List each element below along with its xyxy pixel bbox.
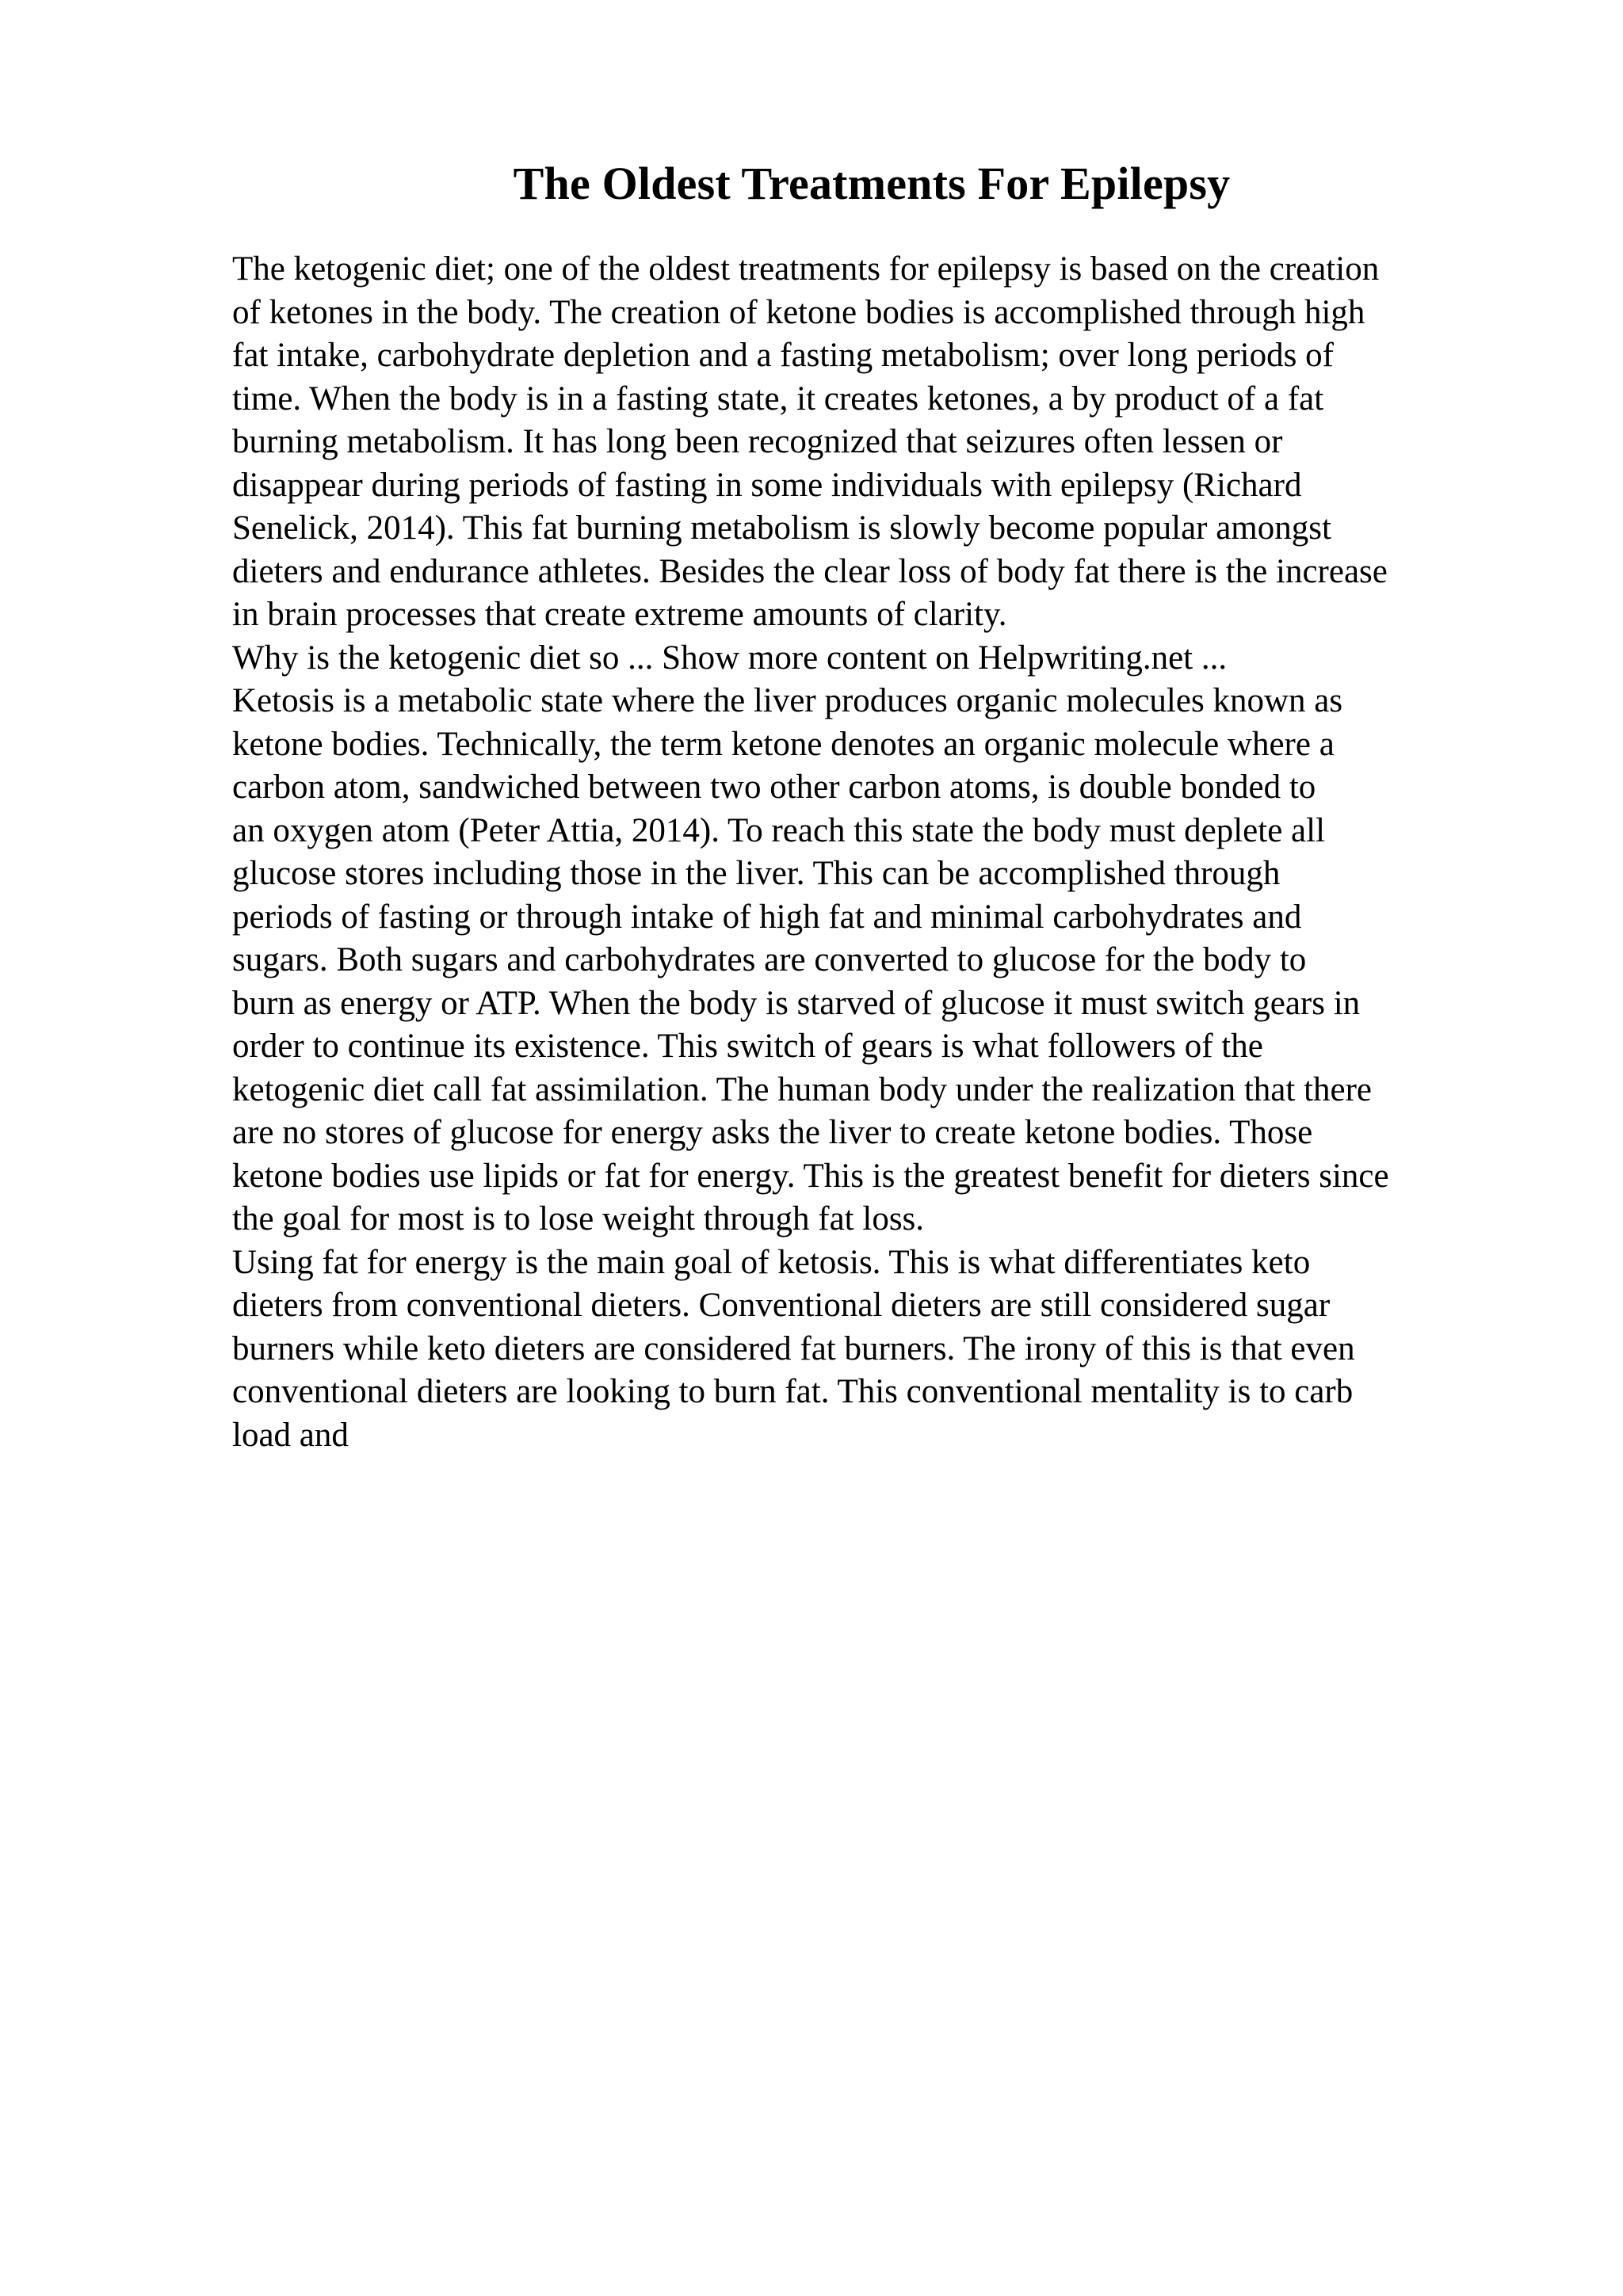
body-text-line: periods of fasting or through intake of high fat and minimal carbohydrates and [232, 898, 1302, 936]
body-text-line: Using fat for energy is the main goal of ketosis. This is what differentiates keto [232, 1243, 1311, 1281]
page-title: The Oldest Treatments For Epilepsy [513, 158, 1231, 209]
body-text-line: dieters and endurance athletes. Besides the clear loss of body fat there is the increase [232, 552, 1388, 590]
body-text-line: Senelick, 2014). This fat burning metabolism is slowly become popular amongst [232, 509, 1331, 547]
body-text-line: fat intake, carbohydrate depletion and a fasting metabolism; over long periods of [232, 337, 1334, 374]
body-text-line: time. When the body is in a fasting state, it creates ketones, a by product of a fat [232, 379, 1324, 418]
body-text-line: ketone bodies use lipids or fat for energy. This is the greatest benefit for dieters since [232, 1157, 1389, 1195]
body-text-line: glucose stores including those in the liver. This can be accomplished through [232, 855, 1281, 892]
show-more-line: Why is the ketogenic diet so ... Show more content on Helpwriting.net ... [232, 639, 1228, 677]
body-text-line: disappear during periods of fasting in some individuals with epilepsy (Richard [232, 466, 1302, 504]
body-text-line: an oxygen atom (Peter Attia, 2014). To reach this state the body must deplete all [232, 811, 1326, 849]
body-text-line: conventional dieters are looking to burn fat. This conventional mentality is to carb [232, 1373, 1354, 1410]
body-text-line: Ketosis is a metabolic state where the liver produces organic molecules known as [232, 682, 1343, 719]
body-text-line: the goal for most is to lose weight through fat loss. [232, 1200, 925, 1238]
body-text-line: dieters from conventional dieters. Conventional dieters are still considered sugar [232, 1287, 1331, 1324]
body-text-line: in brain processes that create extreme amounts of clarity. [232, 596, 1007, 633]
body-text-line: burn as energy or ATP. When the body is starved of glucose it must switch gears in [232, 984, 1361, 1022]
body-text-line: ketogenic diet call fat assimilation. The human body under the realization that there [232, 1070, 1373, 1108]
body-text-line: carbon atom, sandwiched between two other carbon atoms, is double bonded to [232, 769, 1316, 806]
body-text-line: burners while keto dieters are considered fat burners. The irony of this is that even [232, 1329, 1355, 1367]
body-text-line: The ketogenic diet; one of the oldest treatments for epilepsy is based on the creation [232, 250, 1380, 288]
body-text-line: order to continue its existence. This switch of gears is what followers of the [232, 1028, 1263, 1065]
body-text-line: are no stores of glucose for energy asks the liver to create ketone bodies. Those [232, 1114, 1313, 1151]
body-text-line: burning metabolism. It has long been recognized that seizures often lessen or [232, 423, 1283, 460]
body-text-line: of ketones in the body. The creation of ketone bodies is accomplished through high [232, 293, 1365, 331]
document-body [232, 248, 1595, 1457]
body-text-line: sugars. Both sugars and carbohydrates are converted to glucose for the body to [232, 941, 1307, 978]
body-text-line: ketone bodies. Technically, the term ketone denotes an organic molecule where a [232, 725, 1335, 763]
body-text-line: load and [232, 1416, 349, 1454]
